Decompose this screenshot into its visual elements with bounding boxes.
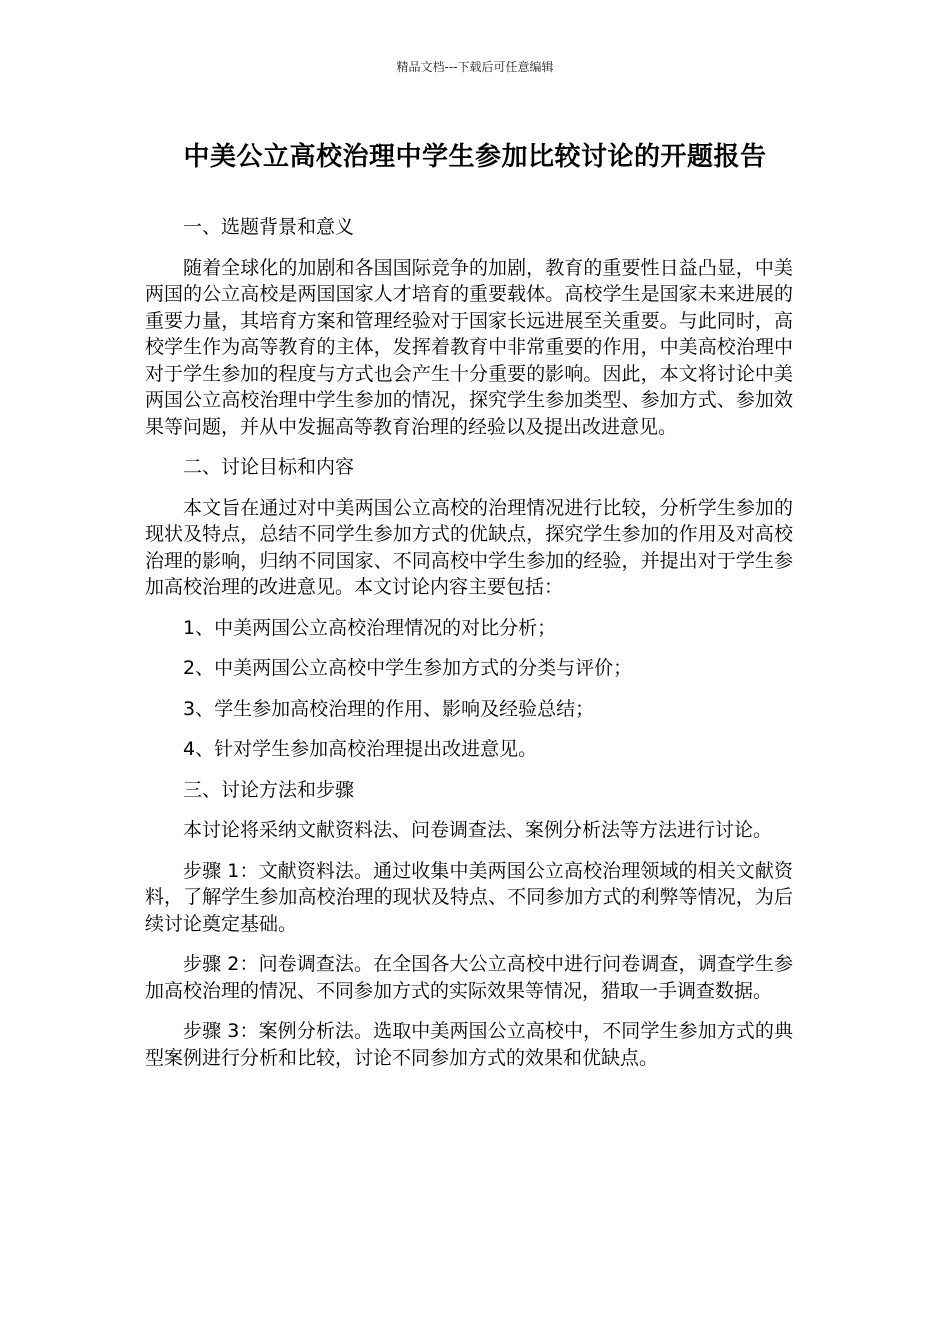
- header-note: 精品文档---下载后可任意编辑: [396, 60, 554, 74]
- list-item-content-3: 3、学生参加高校治理的作用、影响及经验总结；: [183, 697, 595, 720]
- paragraph-step-1: 步骤 1：文献资料法。通过收集中美两国公立高校治理领域的相关文献资料，了解学生参加高校治理的现状及特点、不同参加方式的利弊等情况，为后续讨论奠定基础。: [145, 859, 793, 935]
- list-item-content-1: 1、中美两国公立高校治理情况的对比分析；: [183, 616, 557, 639]
- section-heading-background: 一、选题背景和意义: [183, 216, 355, 238]
- document-body: [145, 214, 793, 1085]
- paragraph-step-2: 步骤 2：问卷调查法。在全国各大公立高校中进行问卷调查，调查学生参加高校治理的情况、不同参加方式的实际效果等情况，猎取一手调查数据。: [145, 953, 793, 1002]
- paragraph-step-3: 步骤 3：案例分析法。选取中美两国公立高校中，不同学生参加方式的典型案例进行分析和比较，讨论不同参加方式的效果和优缺点。: [145, 1020, 793, 1069]
- paragraph-objectives: 本文旨在通过对中美两国公立高校的治理情况进行比较，分析学生参加的现状及特点，总结不同学生参加方式的优缺点，探究学生参加的作用及对高校治理的影响，归纳不同国家、不同高校中学生参加的经验，并提出对于学生参加高校治理的改进意见。本文讨论内容主要包括：: [145, 496, 793, 598]
- section-heading-methods: 三、讨论方法和步骤: [183, 778, 355, 801]
- section-heading-objectives: 二、讨论目标和内容: [183, 456, 355, 478]
- paragraph-background: 随着全球化的加剧和各国国际竞争的加剧，教育的重要性日益凸显，中美两国的公立高校是两国国家人才培育的重要载体。高校学生是国家未来进展的重要力量，其培育方案和管理经验对于国家长远进展至关重要。与此同时，高校学生作为高等教育的主体，发挥着教育中非常重要的作用，中美高校治理中对于学生参加的程度与方式也会产生十分重要的影响。因此，本文将讨论中美两国公立高校治理中学生参加的情况，探究学生参加类型、参加方式、参加效果等问题，并从中发掘高等教育治理的经验以及提出改进意见。: [145, 256, 793, 438]
- list-item-content-4: 4、针对学生参加高校治理提出改进意见。: [183, 738, 538, 760]
- paragraph-methods: 本讨论将采纳文献资料法、问卷调查法、案例分析法等方法进行讨论。: [183, 819, 773, 841]
- list-item-content-2: 2、中美两国公立高校中学生参加方式的分类与评价；: [183, 657, 633, 679]
- document-title: 中美公立高校治理中学生参加比较讨论的开题报告: [183, 142, 767, 172]
